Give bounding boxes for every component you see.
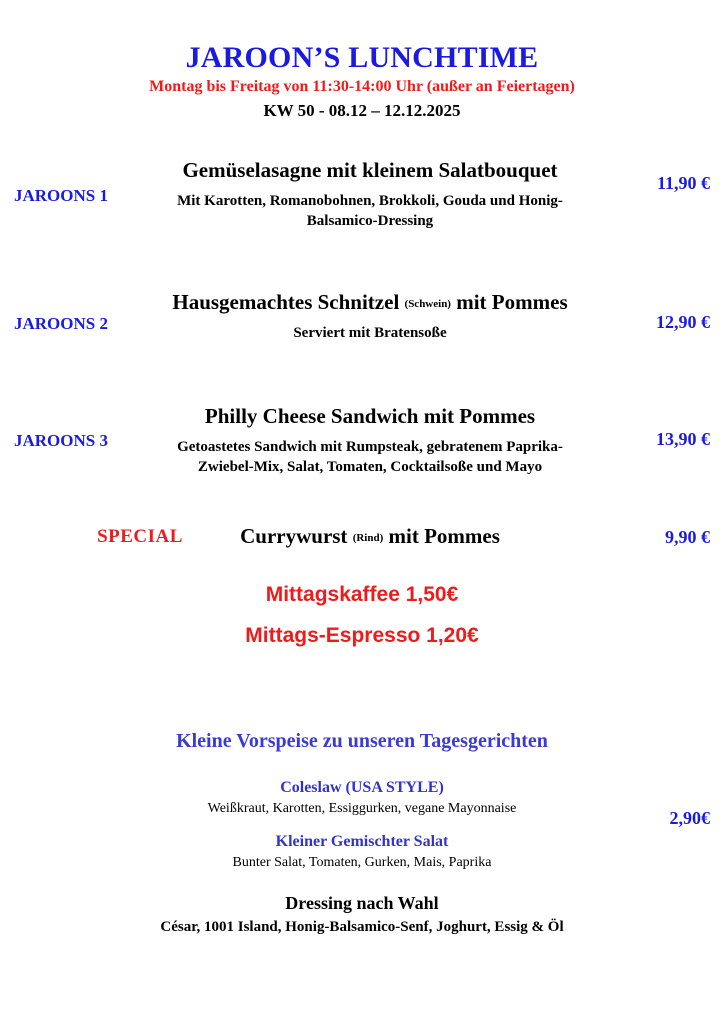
- opening-hours-subtitle: Montag bis Freitag von 11:30-14:00 Uhr (außer an Feiertagen): [149, 78, 575, 96]
- dish-name-main-2: Hausgemachtes Schnitzel: [172, 290, 400, 314]
- starter-item-mixed-salad: [0, 832, 724, 872]
- dish-name-2: [150, 290, 590, 315]
- drink-line-espresso: Mittags-Espresso 1,20€: [245, 624, 479, 647]
- starters-heading: Kleine Vorspeise zu unseren Tagesgerichten: [176, 730, 548, 752]
- menu-header: [0, 42, 724, 122]
- dish-price-3: 13,90 €: [656, 429, 710, 449]
- starter-name-mixed-salad: Kleiner Gemischter Salat: [275, 833, 449, 851]
- menu-item-body-1: [150, 158, 590, 231]
- dish-description-2: Serviert mit Bratensoße: [293, 324, 447, 341]
- starter-name-coleslaw: Coleslaw (USA STYLE): [280, 779, 444, 796]
- menu-item-body-special: [150, 524, 590, 549]
- starters-price: 2,90€: [669, 808, 710, 828]
- dish-note-special: (Rind): [352, 532, 384, 544]
- dish-description-3: Getoastetes Sandwich mit Rumpsteak, gebratenem Paprika-Zwiebel-Mix, Salat, Tomaten, Cocktailsoße und Mayo: [177, 438, 563, 475]
- dish-note-2: (Schwein): [404, 298, 451, 310]
- menu-item-label-2: JAROONS 2: [14, 314, 108, 333]
- dish-price-special: 9,90 €: [665, 527, 710, 547]
- menu-item-label-3: JAROONS 3: [14, 431, 108, 450]
- dish-name-suffix-special: mit Pommes: [388, 524, 500, 548]
- drinks-section: [0, 584, 724, 646]
- dish-name-main-special: Currywurst: [240, 524, 348, 548]
- dish-description-1: Mit Karotten, Romanobohnen, Brokkoli, Gouda und Honig-Balsamico-Dressing: [177, 192, 563, 229]
- dressing-section: [0, 892, 724, 937]
- page-title: JAROON’S LUNCHTIME: [185, 41, 539, 74]
- menu-item-body-2: [150, 290, 590, 344]
- menu-item-body-3: [150, 404, 590, 477]
- dish-price-1: 11,90 €: [656, 173, 710, 193]
- dish-name-1: Gemüselasagne mit kleinem Salatbouquet: [182, 158, 558, 182]
- drink-line-coffee: Mittagskaffee 1,50€: [265, 583, 459, 606]
- dressing-options-list: César, 1001 Island, Honig-Balsamico-Senf, Joghurt, Essig & Öl: [160, 918, 564, 935]
- menu-item-label-special: SPECIAL: [97, 526, 183, 547]
- menu-item-label-1: JAROONS 1: [14, 186, 108, 205]
- week-date-range: KW 50 - 08.12 – 12.12.2025: [263, 101, 461, 121]
- dish-name-special: [150, 524, 590, 549]
- dressing-title: Dressing nach Wahl: [285, 893, 439, 913]
- starter-description-coleslaw: Weißkraut, Karotten, Essiggurken, vegane Mayonnaise: [207, 801, 517, 816]
- dish-name-3: Philly Cheese Sandwich mit Pommes: [204, 404, 536, 428]
- dish-name-suffix-2: mit Pommes: [456, 290, 568, 314]
- starter-description-mixed-salad: Bunter Salat, Tomaten, Gurken, Mais, Paprika: [232, 855, 492, 871]
- dish-price-2: 12,90 €: [656, 312, 710, 332]
